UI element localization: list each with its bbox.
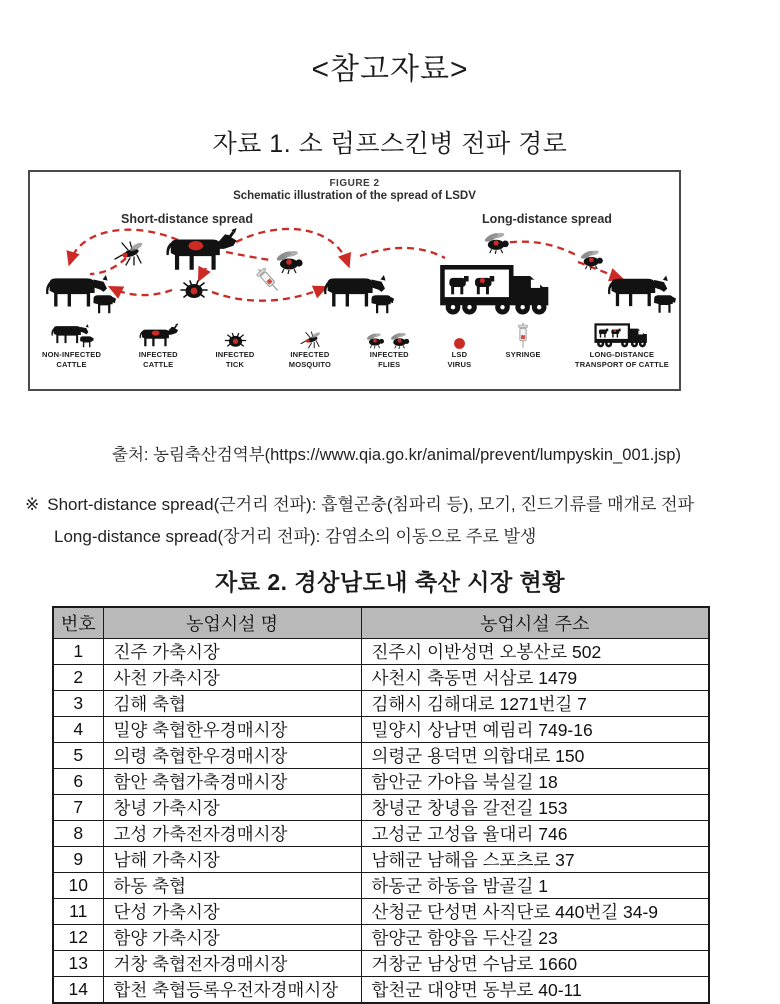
figure-number: FIGURE 2 [329,178,380,189]
note-text-1: Short-distance spread(근거리 전파): 흡혈곤충(침파리 등), 모기, 진드기류를 매개로 전파 [47,495,694,514]
cell-facility-name: 거창 축협전자경매시장 [103,950,361,976]
table-row [53,820,709,846]
cell-facility-name: 함양 가축시장 [103,924,361,950]
livestock-market-table [52,606,710,1004]
cell-facility-address: 함양군 함양읍 두산길 23 [361,924,709,950]
lsdv-spread-figure [28,170,681,391]
cell-facility-address: 밀양시 상남면 예림리 749-16 [361,716,709,742]
cell-facility-address: 합천군 대양면 동부로 40-11 [361,976,709,1003]
cell-number: 13 [53,950,103,976]
cell-facility-name: 고성 가축전자경매시장 [103,820,361,846]
cell-number: 4 [53,716,103,742]
cell-facility-name: 남해 가축시장 [103,846,361,872]
table-row [53,638,709,664]
infected-cattle-icon [135,320,181,350]
header-facility-address: 농업시설 주소 [361,607,709,638]
cell-number: 12 [53,924,103,950]
infected-fly-icon [276,250,303,274]
cell-number: 14 [53,976,103,1003]
long-distance-transport-icon [593,320,651,350]
legend-item: INFECTED TICK [215,320,254,370]
cell-facility-name: 함안 축협가축경매시장 [103,768,361,794]
cell-number: 10 [53,872,103,898]
cell-number: 6 [53,768,103,794]
cell-facility-address: 함안군 가야읍 북실길 18 [361,768,709,794]
cell-facility-address: 산청군 단성면 사직단로 440번길 34-9 [361,898,709,924]
cell-facility-address: 김해시 김해대로 1271번길 7 [361,690,709,716]
cell-facility-name: 의령 축협한우경매시장 [103,742,361,768]
cell-facility-name: 하동 축협 [103,872,361,898]
legend-item: SYRINGE [506,320,541,360]
cell-facility-name: 진주 가축시장 [103,638,361,664]
infected-tick-icon [223,320,248,350]
cell-facility-name: 단성 가축시장 [103,898,361,924]
figure-legend [42,320,669,382]
table-row [53,742,709,768]
table-row [53,716,709,742]
cell-number: 5 [53,742,103,768]
note-line-1 [25,490,694,515]
cell-facility-address: 남해군 남해읍 스포츠로 37 [361,846,709,872]
header-number: 번호 [53,607,103,638]
table-row [53,872,709,898]
non-infected-cattle-icon [324,275,394,313]
cell-number: 7 [53,794,103,820]
table-row [53,768,709,794]
cell-facility-name: 합천 축협등록우전자경매시장 [103,976,361,1003]
cell-facility-name: 밀양 축협한우경매시장 [103,716,361,742]
cell-number: 8 [53,820,103,846]
spread-illustration [30,228,679,320]
cell-facility-name: 창녕 가축시장 [103,794,361,820]
cell-facility-address: 거창군 남상면 수남로 1660 [361,950,709,976]
cell-facility-address: 사천시 축동면 서삼로 1479 [361,664,709,690]
cell-number: 1 [53,638,103,664]
cell-facility-address: 진주시 이반성면 오봉산로 502 [361,638,709,664]
cell-number: 9 [53,846,103,872]
cell-facility-address: 고성군 고성읍 율대리 746 [361,820,709,846]
legend-item: INFECTED FLIES [365,320,413,370]
infected-fly-icon [484,231,509,254]
figure-source: 출처: 농림축산검역부(https://www.qia.go.kr/animal/prevent/lumpyskin_001.jsp) [112,446,681,464]
infected-mosquito-icon [296,320,324,350]
infected-mosquito-icon [115,241,143,265]
table-row [53,976,709,1003]
cell-facility-address: 하동군 하동읍 밤골길 1 [361,872,709,898]
infected-tick-icon [181,281,207,298]
legend-item: LSD VIRUS [447,320,471,370]
infected-fly-icon [580,249,603,270]
cell-facility-address: 창녕군 창녕읍 갈전길 153 [361,794,709,820]
table-row [53,950,709,976]
cell-number: 11 [53,898,103,924]
infected-cattle-icon [166,228,236,270]
non-infected-cattle-icon [46,275,116,313]
cell-facility-address: 의령군 용덕면 의합대로 150 [361,742,709,768]
legend-item: INFECTED CATTLE [135,320,181,370]
legend-item: NON-INFECTED CATTLE [42,320,101,370]
syringe-icon [516,320,530,350]
long-distance-label: Long-distance spread [482,212,612,226]
table-row [53,794,709,820]
reference-mark: ※ [25,495,40,514]
non-infected-cattle-icon [50,320,94,350]
short-distance-label: Short-distance spread [121,212,253,226]
table-header-row [53,607,709,638]
cattle-transport-truck-icon [440,265,548,315]
cell-facility-name: 김해 축협 [103,690,361,716]
note-line-2: Long-distance spread(장거리 전파): 감염소의 이동으로 주로 발생 [54,527,537,546]
header-facility-name: 농업시설 명 [103,607,361,638]
table-row [53,898,709,924]
section1-title: 자료 1. 소 럼프스킨병 전파 경로 [212,130,568,158]
infected-flies-icon [365,320,413,350]
cell-number: 3 [53,690,103,716]
table-row [53,846,709,872]
legend-item: INFECTED MOSQUITO [289,320,331,370]
section2-title: 자료 2. 경상남도내 축산 시장 현황 [215,569,565,595]
legend-item: LONG-DISTANCE TRANSPORT OF CATTLE [575,320,669,370]
cell-number: 2 [53,664,103,690]
table-row [53,690,709,716]
non-infected-cattle-icon [608,276,676,313]
table-row [53,664,709,690]
syringe-icon [255,266,282,294]
cell-facility-name: 사천 가축시장 [103,664,361,690]
table-row [53,924,709,950]
lsd-virus-icon [453,320,466,350]
figure-subtitle: Schematic illustration of the spread of LSDV [233,190,476,202]
page-title: <참고자료> [311,53,469,86]
